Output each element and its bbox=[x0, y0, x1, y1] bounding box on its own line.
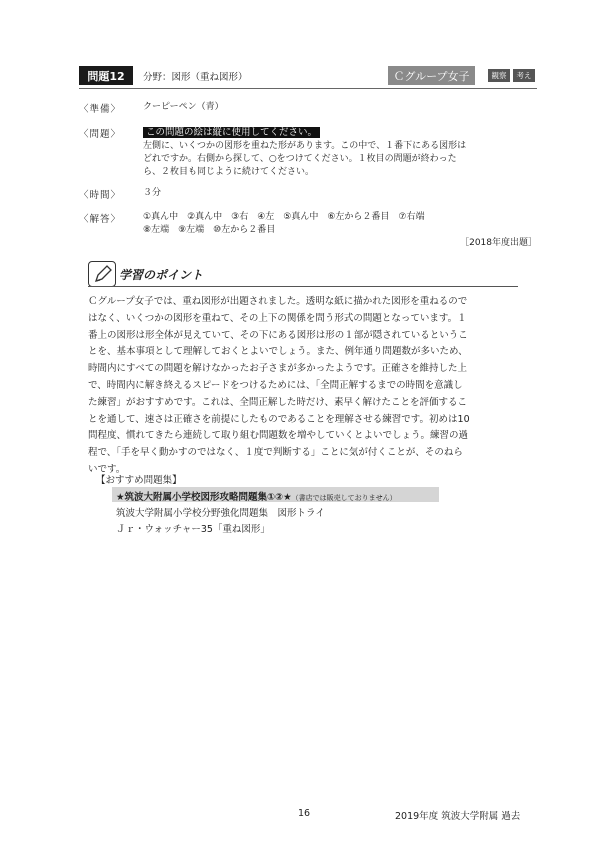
group-badge: Ｃグループ女子 bbox=[388, 66, 475, 85]
question-note bbox=[143, 126, 543, 139]
problem-number-badge: 問題12 bbox=[79, 66, 133, 85]
question-label: 〈問題〉 bbox=[79, 129, 122, 140]
time-label: 〈時間〉 bbox=[79, 190, 122, 201]
point-line: はなく、いくつかの図形を重ねて、その上下の関係を問う形式の問題となっています。１ bbox=[88, 312, 467, 324]
point-line: 時間内にすべての問題を解けなかったお子さまが多かったようです。正確さを維持した上 bbox=[88, 363, 468, 375]
recommended-item-3: Ｊｒ・ウォッチャー35「重ね図形」 bbox=[116, 524, 270, 535]
point-line: で、時間内に解き終えるスピードをつけるためには、「全問正解するまでの時間を意識し bbox=[88, 379, 463, 391]
point-line: Ｃグループ女子では、重ね図形が出題されました。透明な紙に描かれた図形を重ねるので bbox=[88, 296, 468, 307]
answer-label: 〈解答〉 bbox=[79, 214, 122, 225]
preparation-label: 〈準備〉 bbox=[79, 104, 122, 115]
year-note: ［2018年度出題］ bbox=[460, 238, 537, 248]
recommended-item-1 bbox=[116, 489, 397, 503]
learning-point-divider bbox=[88, 286, 518, 287]
point-line: 程で、「手を早く動かすのではなく、１度で判断する」ことに気が付くことが、そのねら bbox=[88, 447, 463, 459]
question-line-2: どれですか。右側から探して、○をつけてください。１枚目の問題が終わった bbox=[143, 154, 457, 164]
tag-observation: 観察 bbox=[488, 69, 510, 82]
time-value: ３分 bbox=[143, 188, 162, 198]
recommended-item-1-note: （書店では販売しておりません） bbox=[291, 494, 397, 502]
point-line: とを、基本事項として理解しておくとよいでしょう。また、例年通り問題数が多いため、 bbox=[88, 346, 468, 358]
learning-point-text bbox=[88, 294, 530, 479]
point-line: た練習」がおすすめです。これは、全問正解した時だけ、素早く解けたことを評価するこ bbox=[88, 396, 467, 408]
page-number: 16 bbox=[298, 808, 311, 819]
recommended-item-1-title: ★筑波大附属小学校図形攻略問題集①②★ bbox=[116, 492, 292, 503]
recommended-item-2: 筑波大学附属小学校分野強化問題集 図形トライ bbox=[116, 508, 325, 519]
preparation-value: クーピーペン（青） bbox=[143, 102, 224, 112]
point-line: とを通して、速さは正確さを前提にしたものであることを理解させる練習です。初めは10 bbox=[88, 413, 470, 425]
answer-line-1: ①真ん中 ②真ん中 ③右 ④左 ⑤真ん中 ⑥左から２番目 ⑦右端 bbox=[143, 212, 425, 222]
learning-point-title: 学習のポイント bbox=[119, 268, 204, 282]
footer-title: 2019年度 筑波大学附属 過去 bbox=[395, 811, 521, 822]
tag-thinking: 考え bbox=[513, 69, 535, 82]
point-line: 問程度、慣れてきたら連続して取り組む問題数を増やしていくとよいでしょう。練習の過 bbox=[88, 430, 469, 442]
field-label: 分野：図形（重ね図形） bbox=[143, 72, 248, 83]
question-line-1: 左側に、いくつかの図形を重ねた形があります。この中で、１番下にある図形は bbox=[143, 141, 467, 151]
answer-line-2: ⑧左端 ⑨左端 ⑩左から２番目 bbox=[143, 225, 276, 235]
point-line: 番上の図形は形全体が見えていて、その下にある図形は形の１部が隠されているというこ bbox=[88, 329, 468, 341]
recommended-title: 【おすすめ問題集】 bbox=[96, 475, 182, 486]
pencil-icon bbox=[88, 261, 116, 287]
question-highlight: この問題の絵は縦に使用してください。 bbox=[143, 127, 320, 138]
header-divider bbox=[79, 88, 537, 89]
point-line: いです。 bbox=[88, 463, 126, 475]
question-line-3: ら、２枚目も同じように続けてください。 bbox=[143, 167, 315, 177]
